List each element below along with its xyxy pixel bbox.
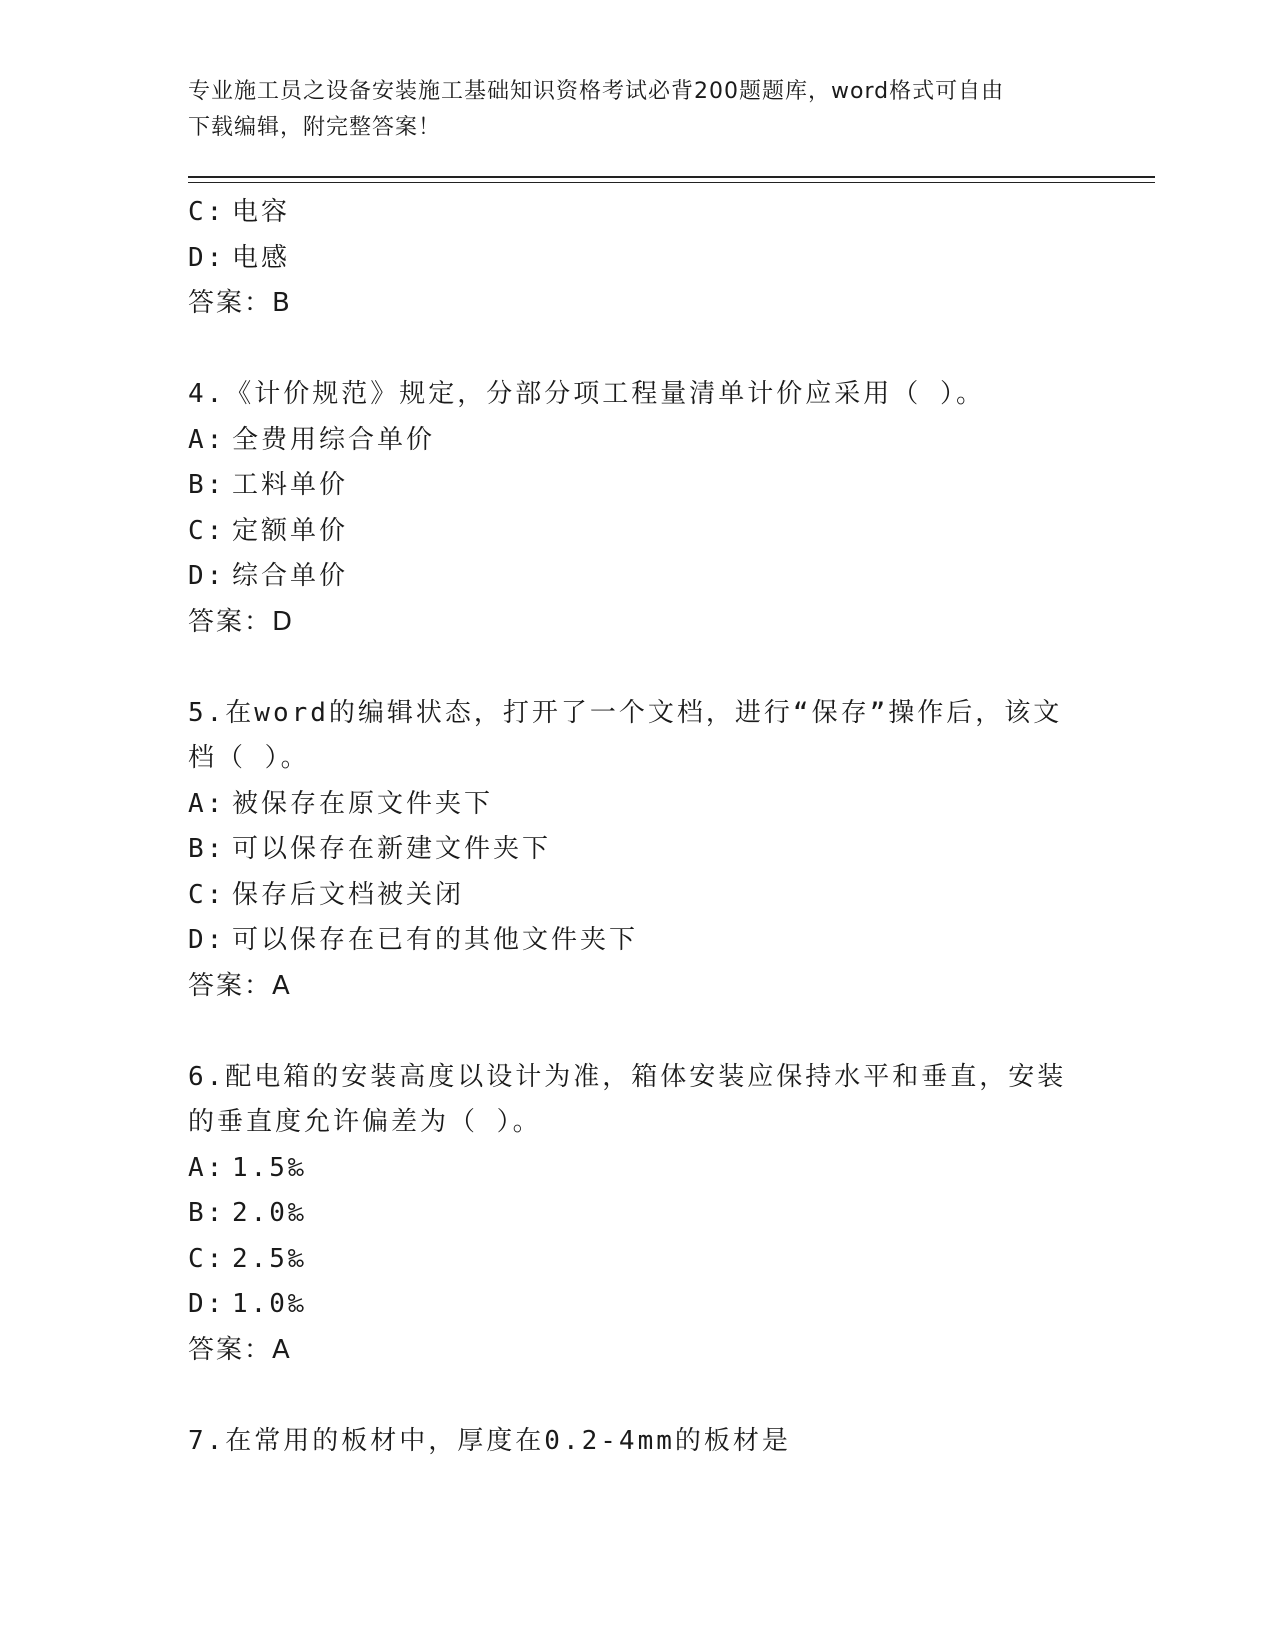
option-key: C: [188,515,226,546]
answer-line: 答案：B [188,288,292,318]
option-c [188,190,1088,236]
option-b [188,463,1088,509]
option-key: B: [188,470,226,500]
option-text: 电容 [232,197,291,227]
option-key: D: [188,925,226,955]
option-text: 2.5‰ [232,1243,307,1274]
option-text: 工料单价 [232,470,349,500]
question-stem: 4.《计价规范》规定，分部分项工程量清单计价应采用（ ）。 [188,379,985,409]
option-b [188,1191,1088,1237]
header-rule-thin [188,182,1155,183]
option-a [188,782,1088,828]
option-key: A: [188,424,226,455]
option-text: 1.5‰ [232,1152,307,1183]
header-line-1: 专业施工员之设备安装施工基础知识资格考试必背200题题库，word格式可自由 [188,79,1005,104]
option-text: 电感 [232,242,291,273]
option-b [188,827,1088,873]
answer-line: 答案：D [188,606,295,637]
question-content [188,190,1088,1464]
option-key: C: [188,197,226,227]
option-d [188,236,1088,282]
option-key: B: [188,1198,226,1228]
answer-line: 答案：A [188,970,292,1001]
option-key: B: [188,834,226,864]
question-stem-line-1: 5.在word的编辑状态，打开了一个文档，进行“保存”操作后，该文 [188,697,1063,728]
spacer [188,645,1088,691]
header-rule-thick [188,176,1155,178]
answer-line: 答案：A [188,1334,292,1365]
question-stem-line-1: 6.配电箱的安装高度以设计为准，箱体安装应保持水平和垂直，安装 [188,1061,1067,1092]
option-text: 定额单价 [232,515,349,546]
option-d [188,554,1088,600]
option-key: D: [188,1289,226,1319]
option-c [188,509,1088,555]
document-header [188,74,1088,146]
option-c [188,873,1088,919]
option-text: 全费用综合单价 [232,424,436,455]
question-stem: 7.在常用的板材中，厚度在0.2-4mm的板材是 [188,1425,791,1456]
spacer [188,1009,1088,1055]
header-line-2: 下载编辑，附完整答案！ [188,115,442,140]
option-key: C: [188,1243,226,1274]
option-text: 被保存在原文件夹下 [232,788,494,819]
option-text: 保存后文档被关闭 [232,879,465,910]
option-key: A: [188,1152,226,1183]
option-text: 可以保存在已有的其他文件夹下 [232,925,639,955]
question-stem-line-2: 的垂直度允许偏差为（ ）。 [188,1107,542,1137]
option-a [188,1146,1088,1192]
option-text: 1.0‰ [232,1289,307,1319]
option-key: A: [188,788,226,819]
question-stem-line-2: 档（ ）。 [188,743,310,773]
option-d [188,918,1088,964]
option-a [188,418,1088,464]
option-key: D: [188,242,226,273]
spacer [188,1373,1088,1419]
option-d [188,1282,1088,1328]
option-key: C: [188,879,226,910]
spacer [188,327,1088,373]
option-text: 可以保存在新建文件夹下 [232,834,552,864]
option-c [188,1237,1088,1283]
option-text: 综合单价 [232,561,349,591]
option-key: D: [188,561,226,591]
option-text: 2.0‰ [232,1198,307,1228]
